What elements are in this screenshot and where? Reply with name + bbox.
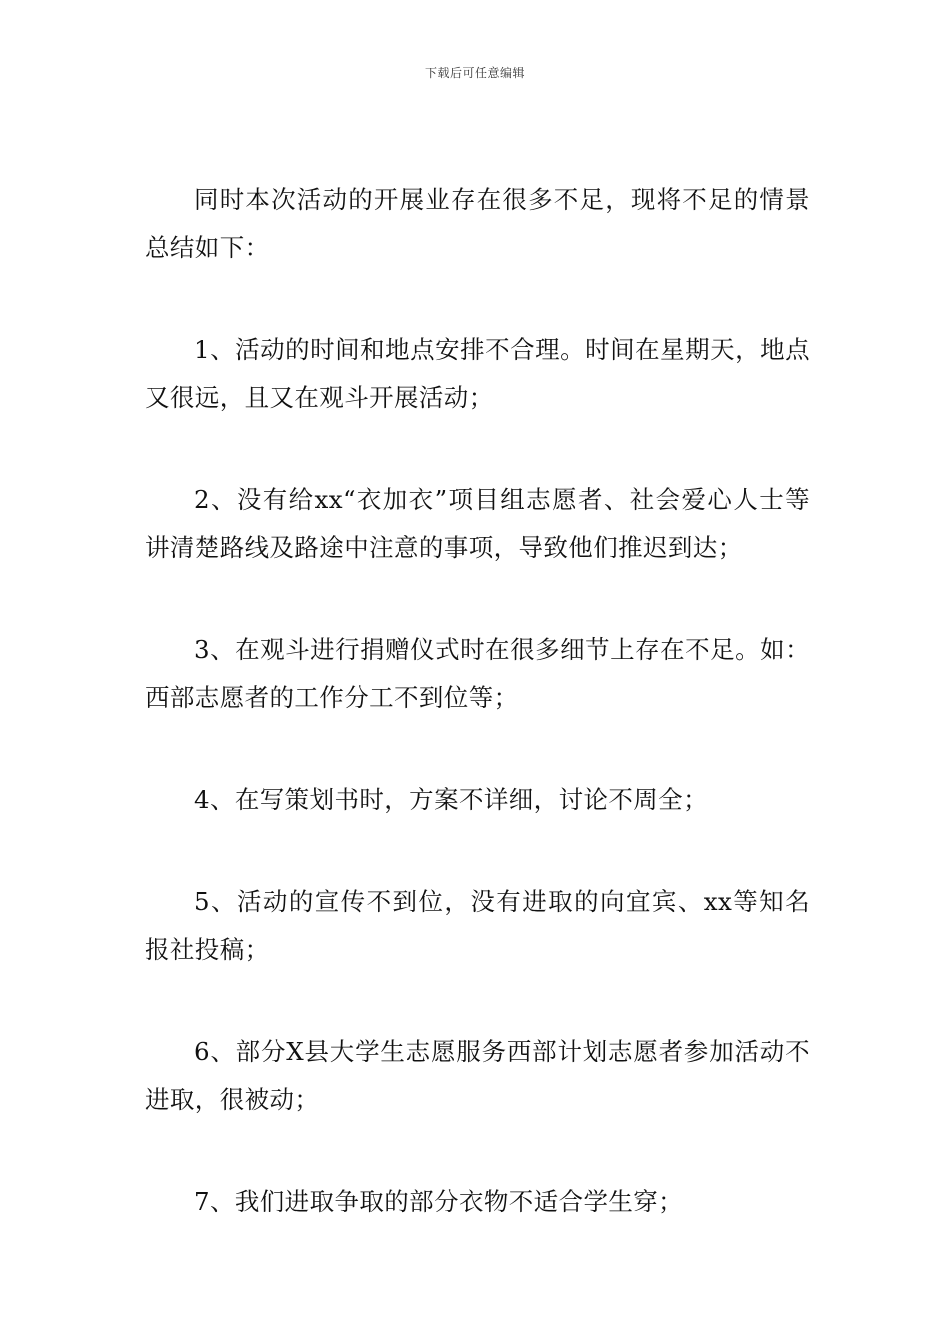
paragraph-item-2: 2、没有给xx“衣加衣”项目组志愿者、社会爱心人士等讲清楚路线及路途中注意的事项，导致他们推迟到达； [145,485,810,562]
header-note: 下载后可任意编辑 [424,66,525,80]
paragraph-item-4: 4、在写策划书时，方案不详细，讨论不周全； [194,785,708,814]
document-body [145,176,810,1280]
paragraph-item-5: 5、活动的宣传不到位，没有进取的向宜宾、xx等知名报社投稿； [145,887,810,964]
paragraph-item-6: 6、部分X县大学生志愿服务西部计划志愿者参加活动不进取，很被动； [145,1037,810,1114]
paragraph-item-3: 3、在观斗进行捐赠仪式时在很多细节上存在不足。如：西部志愿者的工作分工不到位等； [145,635,810,712]
paragraph-intro: 同时本次活动的开展业存在很多不足，现将不足的情景总结如下： [145,185,810,262]
paragraph-item-7: 7、我们进取争取的部分衣物不适合学生穿； [194,1187,684,1216]
paragraph-item-1: 1、活动的时间和地点安排不合理。时间在星期天，地点又很远，且又在观斗开展活动； [145,335,810,412]
